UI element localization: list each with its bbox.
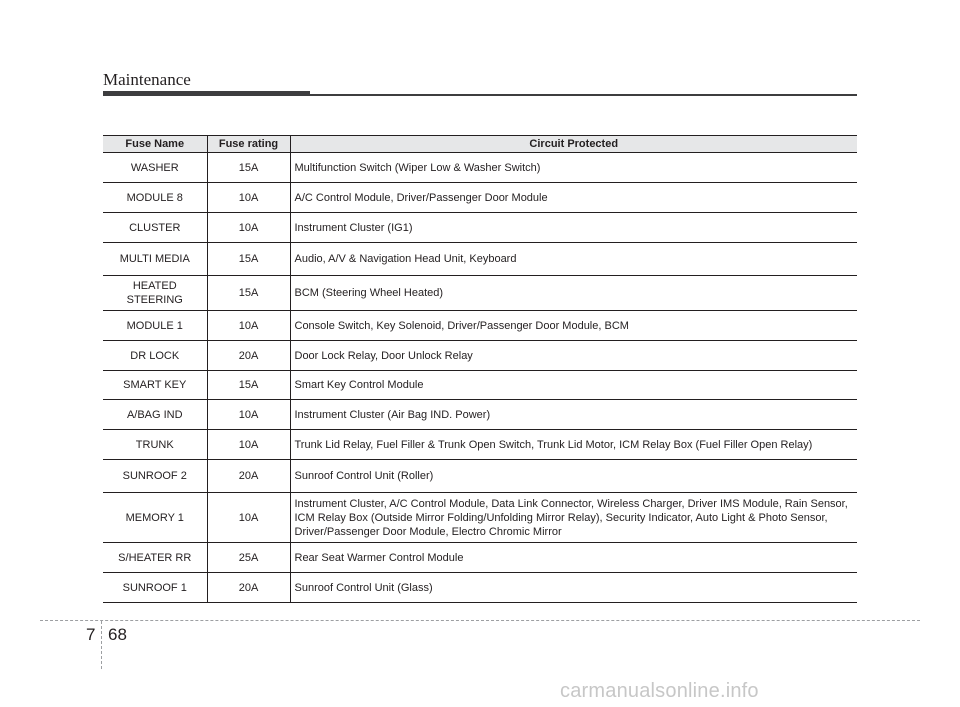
table-row [103,430,857,460]
table-header-row [103,136,857,153]
fuse-name-cell: MEMORY 1 [103,493,207,543]
circuit-cell: Audio, A/V & Navigation Head Unit, Keyboard [290,243,857,276]
fuse-name-cell: SUNROOF 1 [103,573,207,603]
column-header-fuse-rating: Fuse rating [207,136,290,153]
table-row [103,243,857,276]
fuse-name-cell: S/HEATER RR [103,543,207,573]
circuit-cell: Smart Key Control Module [290,371,857,400]
section-title: Maintenance [103,70,191,89]
table-row [103,341,857,371]
fuse-rating-cell: 25A [207,543,290,573]
fuse-rating-cell: 20A [207,341,290,371]
fuse-name-cell: MODULE 8 [103,183,207,213]
circuit-cell: Console Switch, Key Solenoid, Driver/Passenger Door Module, BCM [290,311,857,341]
circuit-cell: Sunroof Control Unit (Roller) [290,460,857,493]
column-header-circuit-protected: Circuit Protected [290,136,857,153]
chapter-number: 7 [86,625,96,644]
fuse-rating-cell: 10A [207,183,290,213]
circuit-cell: Instrument Cluster (Air Bag IND. Power) [290,400,857,430]
header-rule-thick [103,91,310,96]
fuse-rating-cell: 15A [207,153,290,183]
fuse-rating-cell: 20A [207,573,290,603]
circuit-cell: Sunroof Control Unit (Glass) [290,573,857,603]
fuse-rating-cell: 10A [207,430,290,460]
circuit-cell: Instrument Cluster, A/C Control Module, Data Link Connector, Wireless Charger, Driver IMS Module, Rain Sensor, ICM Relay Box (Outside Mirror Folding/Unfolding Mirror Relay), Security Indicator, Auto Light & Photo Sensor, Driver/Passenger Door Module, Electro Chromic Mirror [290,493,857,543]
circuit-cell: Instrument Cluster (IG1) [290,213,857,243]
circuit-cell: Multifunction Switch (Wiper Low & Washer Switch) [290,153,857,183]
table-row [103,400,857,430]
table-row [103,153,857,183]
fuse-rating-cell: 10A [207,400,290,430]
footer-divider [40,620,920,621]
fuse-name-cell: SMART KEY [103,371,207,400]
fuse-name-cell: HEATED STEERING [103,276,207,311]
table-row [103,543,857,573]
page-number: 68 [108,625,127,644]
circuit-cell: A/C Control Module, Driver/Passenger Door Module [290,183,857,213]
fuse-table [103,135,857,603]
watermark: carmanualsonline.info [560,680,759,702]
table-row [103,460,857,493]
fuse-rating-cell: 10A [207,493,290,543]
fuse-rating-cell: 10A [207,311,290,341]
fuse-name-cell: MODULE 1 [103,311,207,341]
fuse-name-cell: CLUSTER [103,213,207,243]
header-rule-thin [310,94,857,96]
fuse-rating-cell: 15A [207,276,290,311]
fuse-name-cell: DR LOCK [103,341,207,371]
table-row [103,493,857,543]
table-row [103,213,857,243]
table-row [103,371,857,400]
fuse-rating-cell: 10A [207,213,290,243]
fuse-rating-cell: 15A [207,371,290,400]
fuse-name-cell: WASHER [103,153,207,183]
fuse-name-cell: A/BAG IND [103,400,207,430]
table-row [103,276,857,311]
fuse-rating-cell: 20A [207,460,290,493]
circuit-cell: Rear Seat Warmer Control Module [290,543,857,573]
circuit-cell: Door Lock Relay, Door Unlock Relay [290,341,857,371]
circuit-cell: Trunk Lid Relay, Fuel Filler & Trunk Open Switch, Trunk Lid Motor, ICM Relay Box (Fuel Filler Open Relay) [290,430,857,460]
circuit-cell: BCM (Steering Wheel Heated) [290,276,857,311]
column-header-fuse-name: Fuse Name [103,136,207,153]
fuse-name-cell: MULTI MEDIA [103,243,207,276]
fuse-rating-cell: 15A [207,243,290,276]
table-row [103,311,857,341]
fuse-name-cell: SUNROOF 2 [103,460,207,493]
table-row [103,573,857,603]
table-row [103,183,857,213]
fuse-name-cell: TRUNK [103,430,207,460]
footer-page-marker [101,621,102,669]
